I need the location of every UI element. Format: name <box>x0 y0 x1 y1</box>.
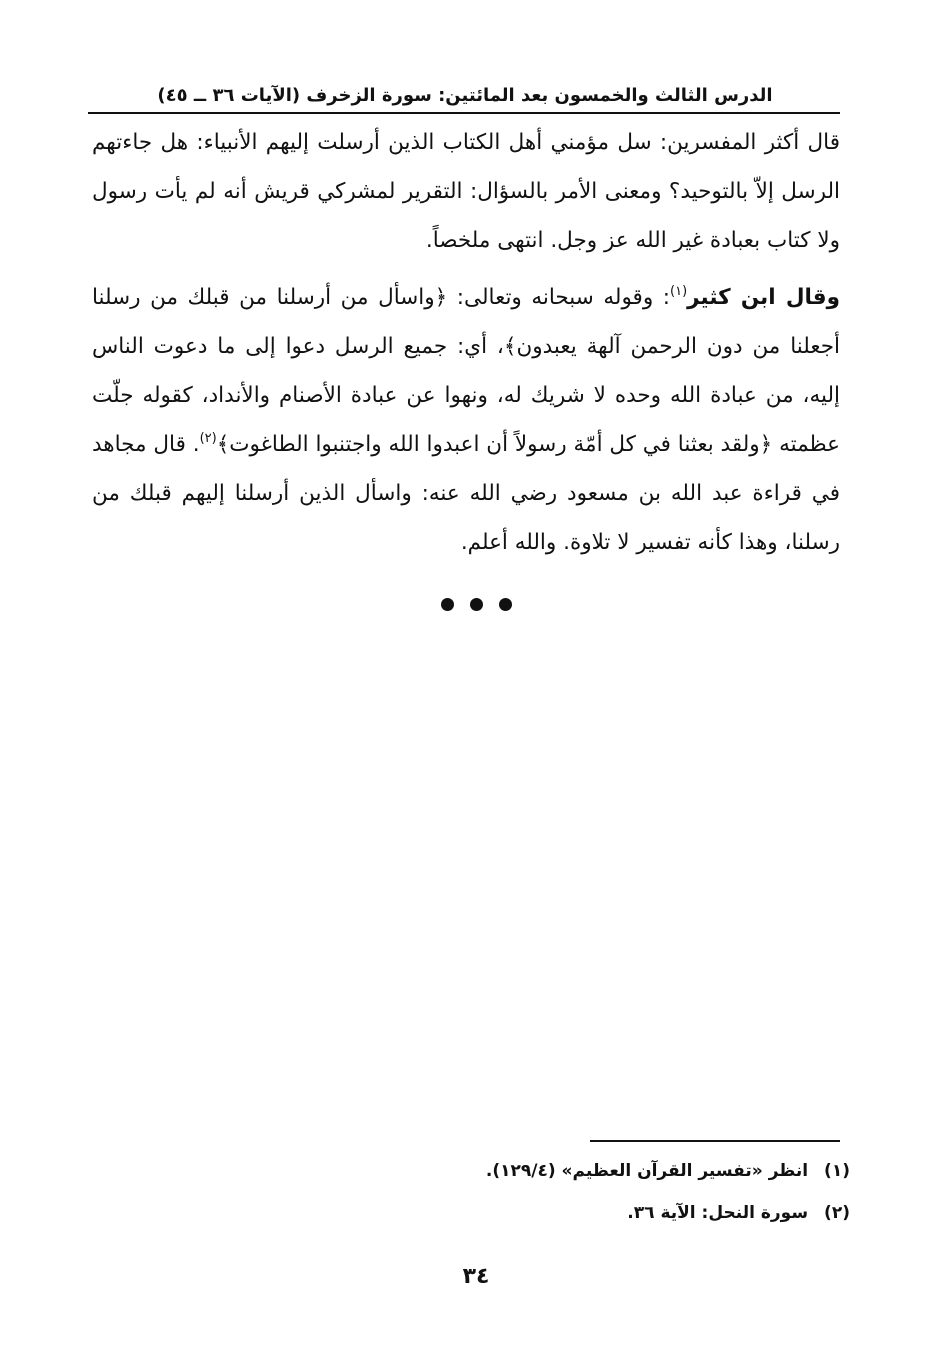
footnote-text: انظر «تفسير القرآن العظيم» (١٢٩/٤). <box>485 1161 809 1181</box>
paragraph-2-lead: وقال ابن كثير <box>687 285 840 310</box>
page-number: ٣٤ <box>462 1264 490 1289</box>
paragraph-2-text-a: : وقوله سبحانه وتعالى: ﴿واسأل من أرسلنا من قبلك من رسلنا أجعلنا من دون الرحمن آلهة يعبدون﴾، أي: جميع الرسل دعوا إلى ما دعوت الناس إليه، من عبادة الله وحده لا شريك له، ونهوا عن عبادة الأصنام والأنداد، كقوله جلّت عظمته ﴿ولقد بعثنا في كل أمّة رسولاً أن اعبدوا الله واجتنبوا الطاغوت﴾ <box>92 285 840 457</box>
footnote-2 <box>92 1192 850 1234</box>
separator-dot <box>499 598 512 611</box>
running-header: الدرس الثالث والخمسون بعد المائتين: سورة الزخرف (الآيات ٣٦ ــ ٤٥) <box>157 85 773 106</box>
paragraph-2-text-b: . قال مجاهد في قراءة عبد الله بن مسعود رضي الله عنه: واسأل الذين أرسلنا إليهم قبلك من رسلنا، وهذا كأنه تفسير لا تلاوة. والله أعلم. <box>92 432 840 555</box>
paragraph-2 <box>92 273 840 567</box>
footnote-reference-2[interactable]: (٢) <box>199 431 217 446</box>
footnote-text: سورة النحل: الآية ٣٦. <box>627 1203 809 1223</box>
section-separator <box>0 598 952 611</box>
separator-dot <box>441 598 454 611</box>
footnote-number: (٢) <box>824 1203 850 1223</box>
footnote-reference-1[interactable]: (١) <box>670 284 688 299</box>
header-rule <box>88 112 840 114</box>
footnote-1 <box>92 1150 850 1192</box>
footnotes <box>92 1150 850 1234</box>
paragraph-1: قال أكثر المفسرين: سل مؤمني أهل الكتاب الذين أرسلت إليهم الأنبياء: هل جاءتهم الرسل إلاّ بالتوحيد؟ ومعنى الأمر بالسؤال: التقرير لمشركي قريش أنه لم يأت رسول ولا كتاب بعبادة غير الله عز وجل. انتهى ملخصاً. <box>92 130 840 253</box>
footnote-number: (١) <box>824 1161 850 1181</box>
footnote-rule <box>590 1140 840 1142</box>
main-text <box>92 118 840 567</box>
separator-dot <box>470 598 483 611</box>
